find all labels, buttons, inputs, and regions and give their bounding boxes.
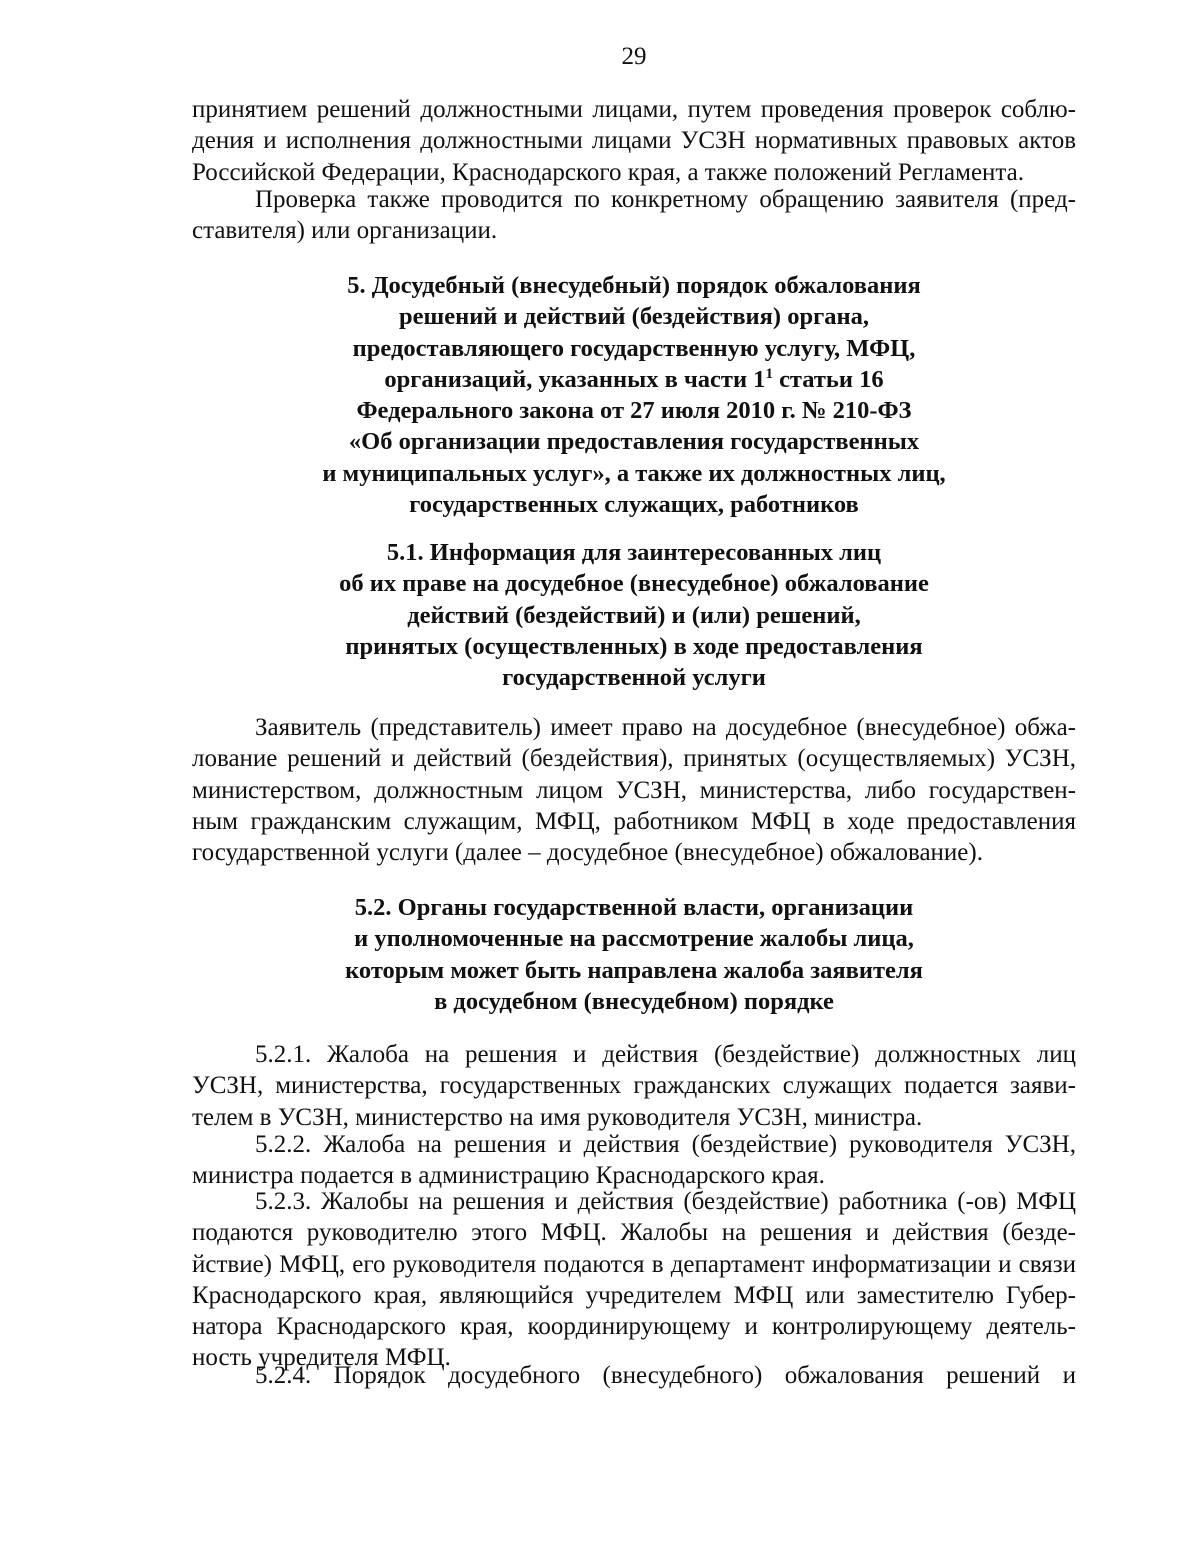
heading-line-with-footnote	[192, 364, 1076, 395]
text-line: министра подается в администрацию Краснодарского края.	[192, 1162, 825, 1190]
text-line: министерством, должностным лицом УСЗН, министерства, либо государствен-	[192, 776, 1076, 804]
text-line: Проверка также проводится по конкретному обращению заявителя (пред-	[255, 186, 1076, 213]
section-5-1-heading	[192, 537, 1076, 693]
section-5-1-paragraph	[192, 712, 1076, 868]
section-5-heading	[192, 270, 1076, 520]
heading-line: «Об организации предоставления государственных	[348, 428, 920, 456]
intro-paragraph-1	[192, 94, 1076, 188]
paragraph-5-2-3	[192, 1186, 1076, 1374]
superscript-index: 1	[765, 365, 773, 382]
paragraph-5-2-1	[192, 1039, 1076, 1133]
text-line: ным гражданским служащим, МФЦ, работником МФЦ в ходе предоставления	[192, 807, 1076, 835]
text-line: ставителя) или организации.	[192, 217, 498, 245]
heading-line: которым может быть направлена жалоба заявителя	[345, 956, 923, 984]
heading-text: статьи 16	[772, 365, 884, 393]
text-line: Краснодарского края, являющийся учредителем МФЦ или заместителю Губер-	[192, 1281, 1076, 1309]
text-line: 5.2.1. Жалоба на решения и действия (бездействие) должностных лиц	[255, 1041, 1076, 1068]
text-line: йствие) МФЦ, его руководителя подаются в департамент информатизации и связи	[192, 1250, 1076, 1278]
heading-line: принятых (осуществленных) в ходе предоставления	[345, 632, 923, 660]
heading-line: и муниципальных услуг», а также их должностных лиц,	[322, 459, 946, 487]
text-line: дения и исполнения должностными лицами УСЗН нормативных правовых актов	[192, 127, 1076, 155]
heading-line: и уполномоченные на рассмотрение жалобы лица,	[354, 925, 914, 953]
page-number: 29	[621, 43, 647, 70]
heading-line: 5.1. Информация для заинтересованных лиц	[386, 539, 882, 566]
text-line: принятием решений должностными лицами, путем проведения проверок соблю-	[192, 96, 1076, 123]
text-line: 5.2.2. Жалоба на решения и действия (бездействие) руководителя УСЗН,	[255, 1131, 1076, 1158]
text-line: телем в УСЗН, министерство на имя руководителя УСЗН, министра.	[192, 1103, 923, 1131]
heading-line: решений и действий (бездействия) органа,	[399, 303, 869, 331]
text-line: 5.2.3. Жалобы на решения и действия (бездействие) работника (-ов) МФЦ	[255, 1188, 1076, 1215]
heading-line: в досудебном (внесудебном) порядке	[434, 987, 834, 1015]
text-line: лование решений и действий (бездействия), принятых (осуществляемых) УСЗН,	[192, 745, 1076, 773]
section-5-2-heading	[192, 892, 1076, 1017]
text-line: 5.2.4. Порядок досудебного (внесудебного) обжалования решений и	[255, 1362, 1076, 1389]
text-line: Заявитель (представитель) имеет право на досудебное (внесудебное) обжа-	[255, 714, 1076, 741]
heading-line: государственной услуги	[502, 664, 766, 692]
text-line: государственной услуги (далее – досудебное (внесудебное) обжалование).	[192, 839, 983, 867]
paragraph-5-2-4	[192, 1360, 1076, 1391]
heading-line: Федерального закона от 27 июля 2010 г. № 210-ФЗ	[356, 397, 912, 425]
heading-line: 5.2. Органы государственной власти, организации	[354, 894, 914, 921]
text-line: подаются руководителю этого МФЦ. Жалобы на решения и действия (безде-	[192, 1219, 1076, 1247]
text-line: УСЗН, министерства, государственных гражданских служащих подается заяви-	[192, 1072, 1076, 1100]
intro-paragraph-2	[192, 184, 1076, 247]
heading-line: об их праве на досудебное (внесудебное) обжалование	[339, 570, 929, 598]
text-line: натора Краснодарского края, координирующему и контролирующему деятель-	[192, 1313, 1076, 1341]
paragraph-5-2-2	[192, 1129, 1076, 1192]
text-line: ность учредителя МФЦ.	[192, 1344, 451, 1372]
heading-line: предоставляющего государственную услугу, МФЦ,	[352, 334, 916, 362]
heading-line: государственных служащих, работников	[409, 491, 859, 519]
heading-line: действий (бездействий) и (или) решений,	[407, 601, 861, 629]
heading-text: организаций, указанных в части 1	[384, 365, 766, 393]
text-line: Российской Федерации, Краснодарского края, а также положений Регламента.	[192, 158, 1024, 186]
heading-line: 5. Досудебный (внесудебный) порядок обжалования	[347, 272, 921, 299]
